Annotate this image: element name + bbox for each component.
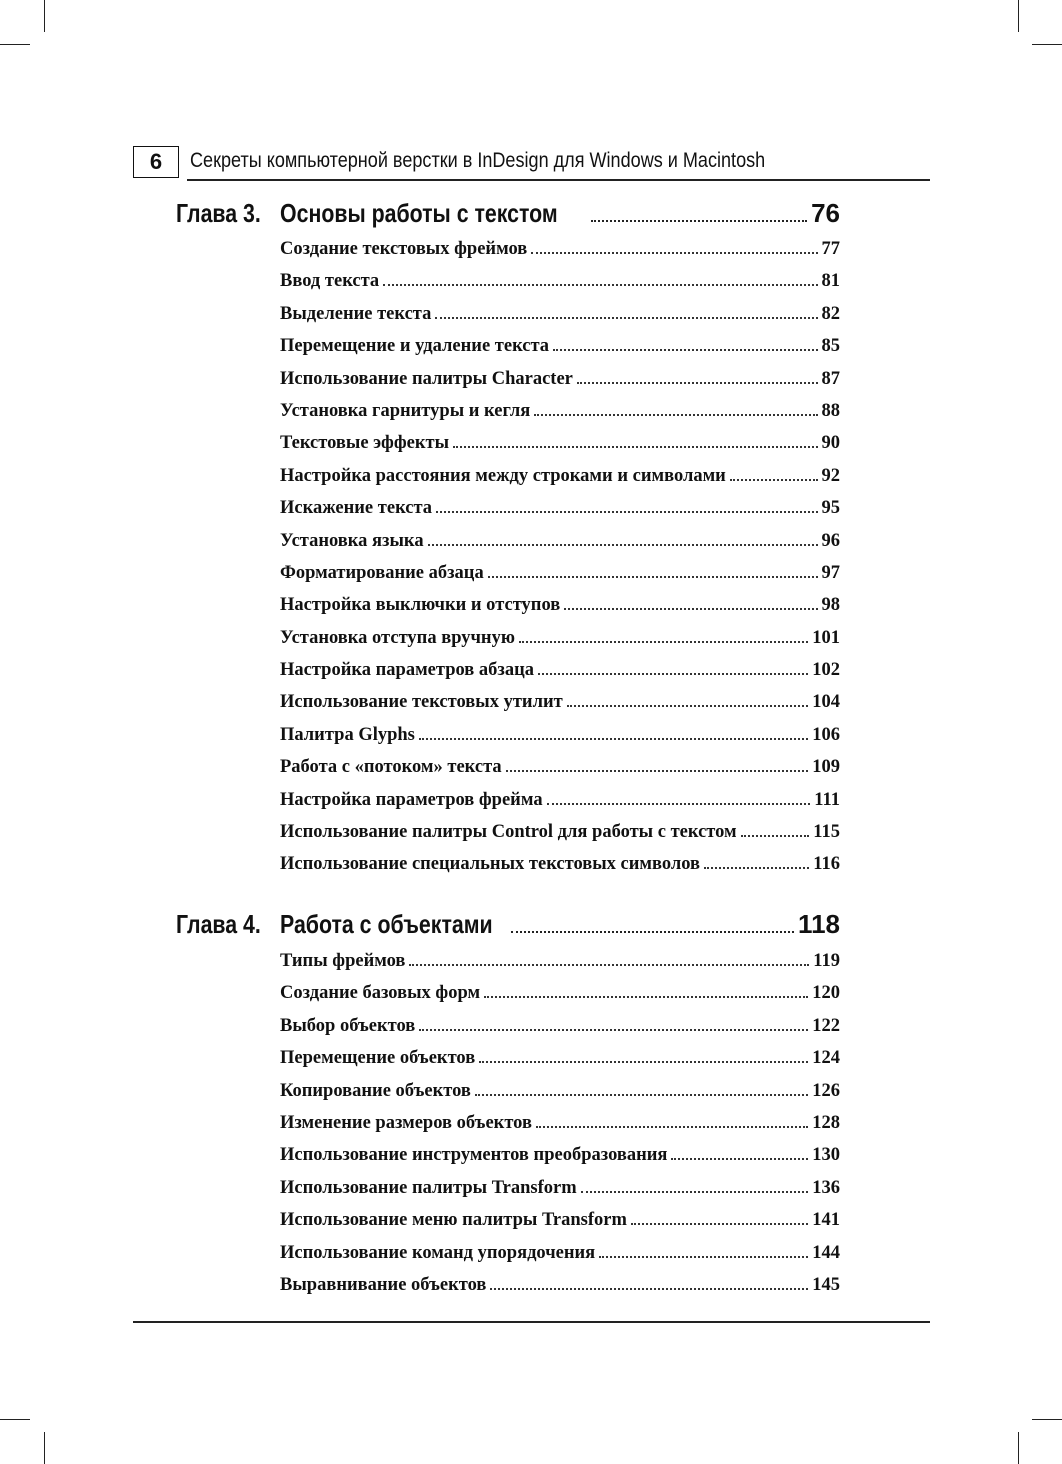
toc-entry[interactable]: [280, 725, 840, 757]
toc-entry-page: 145: [812, 1274, 840, 1295]
toc-entry-page: 77: [821, 239, 840, 259]
toc-entry-page: 81: [821, 271, 840, 292]
toc-entry[interactable]: [280, 628, 840, 660]
chapter-page: 118: [798, 909, 840, 939]
toc-entry-page: 119: [813, 951, 840, 971]
toc-entry-page: 141: [812, 1210, 840, 1231]
toc-entry[interactable]: [280, 401, 840, 433]
leader-dots: [534, 414, 817, 416]
leader-dots: [419, 1029, 808, 1031]
toc-entry[interactable]: [280, 757, 840, 789]
toc-entry-title: Ввод текста: [280, 271, 380, 292]
leader-dots: [519, 641, 808, 643]
leader-dots: [490, 1288, 808, 1290]
chapter-page: 76: [811, 198, 840, 228]
toc-entry[interactable]: [280, 563, 840, 595]
toc-entry-page: 82: [821, 303, 840, 324]
leader-dots: [428, 544, 818, 546]
leader-dots: [536, 1126, 808, 1128]
leader-dots: [581, 1191, 809, 1193]
toc-entry[interactable]: [280, 271, 840, 303]
toc-entry-title: Настройка параметров абзаца: [280, 660, 534, 681]
leader-dots: [730, 479, 818, 481]
leader-dots: [475, 1094, 808, 1096]
leader-dots: [599, 1256, 808, 1258]
toc-entry-title: Использование специальных текстовых символов: [280, 854, 701, 875]
toc-entry-title: Текстовые эффекты: [280, 433, 450, 454]
crop-mark: [44, 1432, 45, 1464]
toc-entry-title: Использование палитры Character: [280, 368, 573, 389]
toc-entry[interactable]: [280, 433, 840, 465]
toc-entry-page: 115: [813, 822, 840, 843]
toc-entry[interactable]: [280, 1081, 840, 1113]
toc-entry-title: Изменение размеров объектов: [280, 1112, 532, 1133]
leader-dots: [506, 770, 809, 772]
leader-dots: [631, 1223, 808, 1225]
toc-entry[interactable]: [280, 369, 840, 401]
toc-entry-page: 111: [814, 789, 840, 810]
toc-entry-page: 92: [821, 465, 840, 486]
toc-entry-title: Копирование объектов: [280, 1080, 471, 1101]
toc-entry[interactable]: [280, 1145, 840, 1177]
crop-mark: [1018, 0, 1019, 32]
leader-dots: [564, 608, 817, 610]
toc-entry-title: Палитра Glyphs: [280, 724, 415, 745]
toc-entry-page: 136: [812, 1177, 840, 1198]
toc-entry-page: 124: [812, 1048, 840, 1069]
toc-entry-page: 106: [812, 724, 840, 745]
toc-entry-title: Типы фреймов: [280, 951, 406, 971]
chapter-label: Глава 4.: [176, 909, 261, 939]
toc-entry-title: Использование палитры Transform: [280, 1177, 577, 1198]
toc-entry-page: 87: [821, 368, 840, 389]
toc-entry-page: 85: [821, 336, 840, 357]
leader-dots: [484, 996, 808, 998]
toc-entry-title: Установка отступа вручную: [280, 627, 515, 648]
leader-dots: [435, 317, 817, 319]
toc-entry-title: Создание базовых форм: [280, 983, 481, 1004]
toc-entry-title: Выравнивание объектов: [280, 1274, 487, 1295]
chapter-title: Основы работы с текстом: [280, 198, 558, 228]
toc-entry[interactable]: [280, 531, 840, 563]
toc-entry-page: 101: [812, 627, 840, 648]
chapter-label: Глава 3.: [176, 198, 261, 228]
leader-dots: [553, 349, 817, 351]
toc-entry[interactable]: [280, 466, 840, 498]
toc-entry-page: 128: [812, 1112, 840, 1133]
toc-entry-title: Установка гарнитуры и кегля: [280, 400, 531, 421]
crop-mark: [44, 0, 45, 32]
toc-entry[interactable]: [280, 498, 840, 530]
toc-entry-title: Использование текстовых утилит: [280, 692, 563, 713]
toc-entry[interactable]: [280, 1113, 840, 1145]
crop-mark: [0, 1419, 30, 1420]
page-number: 6: [133, 146, 179, 178]
toc-entry[interactable]: [280, 983, 840, 1015]
toc-entry-title: Использование меню палитры Transform: [280, 1210, 627, 1231]
toc-entry-page: 88: [821, 400, 840, 421]
toc-entry[interactable]: [280, 595, 840, 627]
leader-dots: [567, 705, 809, 707]
chapter-title-line[interactable]: [280, 198, 840, 229]
toc-entry-title: Выделение текста: [280, 303, 432, 324]
leader-dots: [704, 867, 809, 869]
leader-dots: [479, 1061, 808, 1063]
toc-entry-title: Перемещение объектов: [280, 1048, 476, 1069]
toc-entry[interactable]: [280, 692, 840, 724]
crop-mark: [0, 44, 30, 45]
crop-mark: [1018, 1432, 1019, 1464]
toc-entry[interactable]: [280, 790, 840, 822]
toc-entry[interactable]: [280, 951, 840, 983]
leader-dots: [436, 511, 817, 513]
running-title: Секреты компьютерной верстки в InDesign для Windows и Macintosh: [190, 149, 766, 172]
toc-entry-title: Настройка расстояния между строками и символами: [280, 465, 726, 486]
leader-dots: [488, 576, 818, 578]
toc-entry-page: 96: [821, 530, 840, 551]
toc-entry-title: Использование команд упорядочения: [280, 1242, 596, 1263]
toc-entry[interactable]: [280, 660, 840, 692]
crop-mark: [1032, 1419, 1062, 1420]
toc-entries-chapter-4: [280, 951, 840, 1307]
toc-entry-title: Выбор объектов: [280, 1015, 416, 1036]
toc-entry-page: 109: [812, 757, 840, 778]
header-rule: [187, 179, 930, 181]
leader-dots: [453, 446, 817, 448]
toc-entry-page: 120: [812, 983, 840, 1004]
leader-dots: [671, 1158, 808, 1160]
toc-entry-page: 144: [812, 1242, 840, 1263]
leader-dots: [531, 252, 817, 254]
leader-dots: [419, 738, 808, 740]
toc-entry[interactable]: [280, 1275, 840, 1307]
toc-entry-title: Искажение текста: [280, 498, 433, 519]
toc-entry-page: 122: [812, 1015, 840, 1036]
toc-entry-title: Перемещение и удаление текста: [280, 336, 550, 357]
toc-entry-page: 95: [821, 498, 840, 519]
toc-entry-title: Настройка выключки и отступов: [280, 595, 561, 616]
leader-dots: [511, 931, 794, 933]
toc-entry[interactable]: [280, 822, 840, 854]
toc-entry[interactable]: [280, 1243, 840, 1275]
leader-dots: [741, 835, 810, 837]
toc-entry-page: 102: [812, 660, 840, 681]
toc-entry-page: 116: [813, 854, 840, 875]
toc-entry-title: Работа с «потоком» текста: [280, 757, 502, 778]
leader-dots: [538, 673, 808, 675]
toc-entry-title: Создание текстовых фреймов: [280, 239, 528, 259]
toc-entry[interactable]: [280, 1178, 840, 1210]
leader-dots: [577, 382, 818, 384]
running-header: [133, 146, 930, 181]
toc-entry-page: 97: [821, 562, 840, 583]
toc-entry-title: Установка языка: [280, 530, 424, 551]
toc-entry-page: 130: [812, 1145, 840, 1166]
toc-entry-page: 90: [821, 433, 840, 454]
toc-entry[interactable]: [280, 239, 840, 271]
chapter-title: Работа с объектами: [280, 909, 493, 939]
leader-dots: [409, 964, 809, 966]
toc-entry-page: 104: [812, 692, 840, 713]
toc-entry-page: 98: [821, 595, 840, 616]
toc-entry-title: Использование инструментов преобразования: [280, 1145, 668, 1166]
toc-entry-title: Настройка параметров фрейма: [280, 789, 543, 810]
chapter-title-line[interactable]: [280, 909, 840, 940]
toc-entry[interactable]: [280, 336, 840, 368]
toc-entry[interactable]: [280, 304, 840, 336]
toc-entries-chapter-3: [280, 239, 840, 887]
toc-entry[interactable]: [280, 854, 840, 886]
toc-entry[interactable]: [280, 1048, 840, 1080]
leader-dots: [547, 803, 811, 805]
toc-entry[interactable]: [280, 1016, 840, 1048]
toc-entry-page: 126: [812, 1080, 840, 1101]
toc-entry[interactable]: [280, 1210, 840, 1242]
leader-dots: [591, 220, 807, 222]
toc-entry-title: Форматирование абзаца: [280, 562, 484, 583]
leader-dots: [383, 284, 817, 286]
toc-entry-title: Использование палитры Control для работы с текстом: [280, 822, 737, 843]
footer-rule: [133, 1321, 930, 1323]
crop-mark: [1032, 44, 1062, 45]
